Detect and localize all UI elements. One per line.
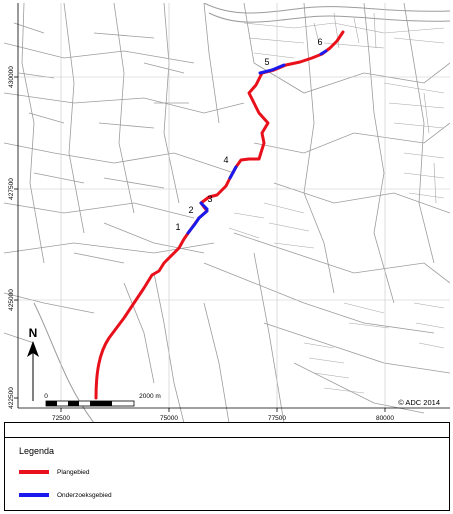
map-panel[interactable] [4,3,450,423]
legend-title: Legenda [19,446,55,456]
x-tick-label: 72500 [51,415,71,422]
legend-swatch-blue [19,493,49,497]
site-label-2: 2 [188,205,194,215]
y-tick-label: 422500 [8,387,15,409]
north-label: N [28,326,38,340]
legend-item-plangebied [19,466,90,478]
site-label-1: 1 [175,222,181,232]
scale-start-label: 0 [44,393,48,400]
site-label-4: 4 [223,155,229,165]
site-label-6: 6 [317,37,323,47]
legend [4,437,450,511]
y-tick-label: 430000 [8,66,15,88]
x-tick-label: 80000 [375,415,395,422]
scale-end-label: 2000 m [139,393,161,400]
legend-label: Onderzoeksgebied [57,491,112,499]
legend-swatch-red [19,470,49,474]
x-tick-label: 77500 [267,415,287,422]
y-tick-label: 425000 [8,289,15,311]
map-canvas[interactable] [4,3,450,423]
legend-item-onderzoeksgebied [19,489,112,501]
copyright-text: © ADC 2014 [398,398,440,407]
legend-label: Plangebied [57,468,90,476]
x-tick-label: 75000 [159,415,179,422]
site-label-5: 5 [264,57,270,67]
site-label-3: 3 [207,194,213,204]
y-tick-label: 427500 [8,178,15,200]
